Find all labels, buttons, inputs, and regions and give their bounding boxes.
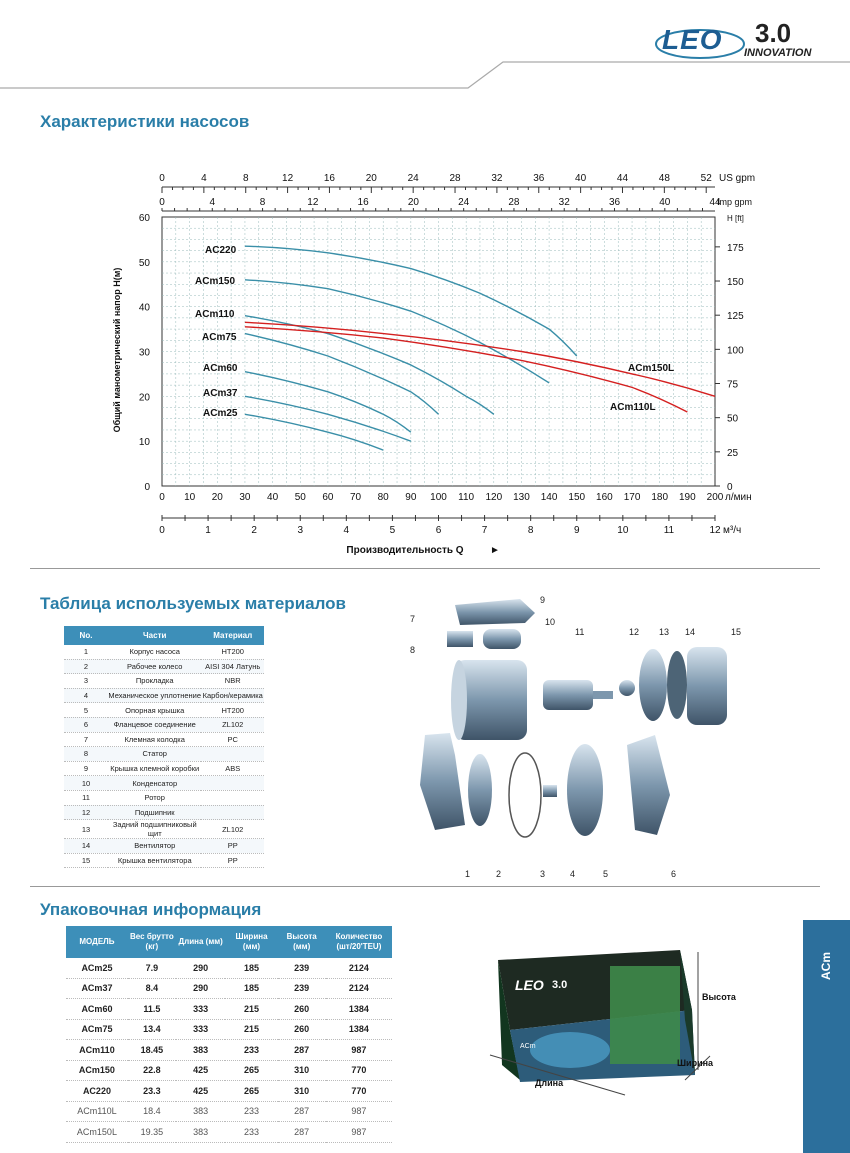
cell-no: 11 [64, 790, 108, 805]
callout-4: 4 [570, 869, 576, 879]
right-tick-label: 0 [727, 482, 733, 493]
table-header-row [64, 626, 264, 645]
table-row [64, 674, 264, 689]
fan-part [667, 651, 687, 719]
cell-weight: 22.8 [128, 1060, 176, 1081]
m3h-tick-label: 5 [389, 525, 396, 536]
left-tick-label: 60 [138, 213, 150, 224]
logo-tagline: INNOVATION [744, 47, 812, 59]
cell-weight: 23.3 [128, 1081, 176, 1102]
cell-length: 290 [176, 958, 226, 978]
usgpm-tick-label: 52 [700, 173, 712, 184]
callout-12: 12 [629, 627, 640, 637]
series-label-ac220: AC220 [205, 245, 237, 256]
gasket-part [509, 753, 541, 837]
right-tick-label: 100 [727, 345, 744, 357]
callout-1: 1 [465, 869, 471, 879]
usgpm-tick-label: 48 [658, 173, 670, 184]
cell-material: ZL102 [201, 820, 264, 839]
table-row [64, 659, 264, 674]
cell-length: 425 [176, 1060, 226, 1081]
cell-quantity: 2124 [326, 958, 392, 978]
cell-height: 260 [278, 999, 326, 1020]
table-row [64, 688, 264, 703]
col-no: No. [64, 626, 108, 645]
impgpm-tick-label: 8 [259, 197, 266, 208]
cell-part: Ротор [108, 790, 201, 805]
box-version: 3.0 [552, 979, 568, 991]
cell-height: 239 [278, 958, 326, 978]
impgpm-tick-label: 24 [458, 197, 470, 208]
cell-part: Прокладка [108, 674, 201, 689]
logo-text: LEO [662, 24, 723, 55]
cell-no: 9 [64, 761, 108, 776]
cell-no: 15 [64, 853, 108, 868]
cell-weight: 13.4 [128, 1019, 176, 1040]
cell-model: ACm60 [66, 999, 128, 1020]
usgpm-tick-label: 44 [616, 173, 629, 184]
table-row [64, 853, 264, 868]
cell-weight: 7.9 [128, 958, 176, 978]
cell-part: Вентилятор [108, 839, 201, 854]
lmin-tick-label: 60 [322, 492, 334, 503]
m3h-tick-label: 12 [709, 525, 721, 536]
cell-width: 233 [225, 1040, 277, 1061]
table-row [66, 1040, 392, 1061]
cell-material: PP [201, 853, 264, 868]
callout-13: 13 [659, 627, 670, 637]
cell-part: Рабочее колесо [108, 659, 201, 674]
cell-part: Фланцевое соединение [108, 717, 201, 732]
m3h-tick-label: 0 [159, 525, 165, 536]
impgpm-tick-label: 4 [209, 197, 216, 208]
cell-no: 5 [64, 703, 108, 718]
cell-quantity: 1384 [326, 999, 392, 1020]
cell-part: Опорная крышка [108, 703, 201, 718]
rotor-part [543, 680, 593, 710]
right-tick-label: 25 [727, 447, 739, 459]
series-label-acm110l: ACm110L [610, 402, 656, 413]
side-tab [803, 920, 850, 1153]
cell-material: NBR [201, 674, 264, 689]
section-divider [30, 568, 820, 569]
usgpm-tick-label: 16 [323, 173, 336, 184]
table-row [64, 717, 264, 732]
pump-performance-chart [0, 160, 850, 560]
table-row [66, 1019, 392, 1040]
cell-model: ACm110L [66, 1101, 128, 1122]
cell-no: 4 [64, 688, 108, 703]
usgpm-tick-label: 24 [407, 173, 419, 184]
cell-material: HT200 [201, 645, 264, 659]
cell-no: 1 [64, 645, 108, 659]
usgpm-tick-label: 32 [491, 173, 503, 184]
cell-material [201, 790, 264, 805]
table-row [64, 805, 264, 820]
callout-8: 8 [410, 645, 416, 655]
callout-7: 7 [410, 614, 416, 624]
materials-table [64, 626, 264, 868]
cell-length: 290 [176, 978, 226, 999]
m3h-tick-label: 1 [205, 525, 211, 536]
cell-length: 383 [176, 1101, 226, 1122]
cell-width: 265 [225, 1060, 277, 1081]
box-length-label: Длина [535, 1078, 564, 1088]
col-material: Материал [201, 626, 264, 645]
cell-part: Задний подшипниковый щит [108, 820, 201, 839]
cell-material: ABS [201, 761, 264, 776]
x-axis-arrow: ► [490, 545, 500, 556]
cell-material [201, 776, 264, 791]
flange-part [627, 735, 670, 835]
table-row [64, 839, 264, 854]
seal-part [543, 785, 557, 797]
cell-material: PC [201, 732, 264, 747]
usgpm-tick-label: 8 [242, 173, 249, 184]
cell-height: 287 [278, 1122, 326, 1143]
lmin-tick-label: 10 [184, 492, 196, 503]
m3h-tick-label: 9 [573, 525, 580, 536]
package-box-illustration [480, 930, 750, 1100]
lmin-tick-label: 90 [405, 492, 417, 503]
m3h-tick-label: 10 [617, 525, 629, 536]
callout-11: 11 [575, 627, 585, 637]
cell-width: 185 [225, 978, 277, 999]
m3h-tick-label: 7 [481, 525, 488, 536]
usgpm-tick-label: 12 [282, 173, 294, 184]
usgpm-tick-label: 20 [365, 173, 377, 184]
usgpm-tick-label: 28 [449, 173, 461, 184]
cell-quantity: 770 [326, 1060, 392, 1081]
cell-weight: 19.35 [128, 1122, 176, 1143]
impgpm-unit-label: Imp gpm [717, 197, 753, 207]
lmin-tick-label: 40 [267, 492, 279, 503]
cell-no: 12 [64, 805, 108, 820]
m3h-unit-label: м³/ч [723, 525, 742, 536]
header-divider [0, 0, 850, 95]
col-model: МОДЕЛЬ [66, 926, 128, 958]
lmin-tick-label: 140 [540, 492, 558, 503]
table-row [66, 1122, 392, 1143]
cell-length: 383 [176, 1122, 226, 1143]
left-tick-label: 20 [138, 392, 150, 404]
terminal-block-part [447, 631, 473, 647]
cell-height: 310 [278, 1060, 326, 1081]
logo-version: 3.0 [755, 18, 792, 48]
box-model: ACm [520, 1043, 536, 1050]
usgpm-tick-label: 4 [201, 173, 207, 184]
cell-part: Корпус насоса [108, 645, 201, 659]
cell-width: 233 [225, 1101, 277, 1122]
table-row [66, 1101, 392, 1122]
cell-height: 287 [278, 1040, 326, 1061]
table-row [64, 776, 264, 791]
cell-weight: 18.45 [128, 1040, 176, 1061]
y-axis-label: Общий манометрический напор H(м) [112, 267, 122, 433]
support-cover-part [567, 744, 603, 836]
lmin-tick-label: 80 [377, 492, 389, 503]
callout-14: 14 [685, 627, 696, 637]
m3h-tick-label: 4 [343, 525, 350, 536]
callout-10: 10 [545, 617, 556, 627]
series-label-acm150l: ACm150L [628, 363, 675, 374]
cell-no: 2 [64, 659, 108, 674]
cell-part: Статор [108, 747, 201, 762]
impgpm-tick-label: 28 [508, 197, 520, 208]
cell-width: 215 [225, 999, 277, 1020]
left-tick-label: 0 [144, 482, 150, 493]
cell-no: 8 [64, 747, 108, 762]
impgpm-tick-label: 20 [407, 197, 419, 208]
right-tick-label: 175 [727, 242, 744, 254]
terminal-cover-part [455, 599, 535, 625]
cell-material [201, 747, 264, 762]
cell-length: 333 [176, 999, 226, 1020]
table-row [66, 999, 392, 1020]
lmin-tick-label: 130 [513, 492, 530, 503]
cell-width: 233 [225, 1122, 277, 1143]
table-row [64, 645, 264, 659]
lmin-tick-label: 70 [349, 492, 362, 503]
callout-2: 2 [496, 869, 502, 879]
impgpm-tick-label: 44 [709, 197, 721, 208]
impgpm-tick-label: 16 [357, 197, 369, 208]
cell-height: 287 [278, 1101, 326, 1122]
lmin-tick-label: 190 [679, 492, 696, 503]
cell-width: 185 [225, 958, 277, 978]
bearing-part [619, 680, 635, 696]
cell-model: ACm37 [66, 978, 128, 999]
cell-part: Клемная колодка [108, 732, 201, 747]
cell-model: ACm75 [66, 1019, 128, 1040]
rear-shield-part [639, 649, 667, 721]
lmin-tick-label: 30 [239, 492, 251, 503]
lmin-tick-label: 110 [458, 492, 475, 503]
col-width: Ширина (мм) [225, 926, 277, 958]
cell-quantity: 987 [326, 1040, 392, 1061]
cell-part: Крышка клемной коробки [108, 761, 201, 776]
cell-part: Конденсатор [108, 776, 201, 791]
callout-3: 3 [540, 869, 546, 879]
pump-exploded-diagram [395, 585, 815, 885]
table-row [66, 1081, 392, 1102]
box-width-label: Ширина [677, 1058, 714, 1068]
cell-width: 265 [225, 1081, 277, 1102]
cell-quantity: 2124 [326, 978, 392, 999]
cell-model: ACm150L [66, 1122, 128, 1143]
table-row [66, 1060, 392, 1081]
cell-quantity: 987 [326, 1101, 392, 1122]
col-weight: Вес брутто (кг) [128, 926, 176, 958]
col-quantity: Количество (шт/20'TEU) [326, 926, 392, 958]
table-row [64, 747, 264, 762]
cell-part: Крышка вентилятора [108, 853, 201, 868]
cell-height: 239 [278, 978, 326, 999]
cell-length: 333 [176, 1019, 226, 1040]
lmin-tick-label: 150 [568, 492, 586, 503]
m3h-tick-label: 3 [297, 525, 304, 536]
table-row [64, 732, 264, 747]
usgpm-tick-label: 40 [575, 173, 587, 184]
m3h-tick-label: 6 [435, 525, 442, 536]
col-height: Высота (мм) [278, 926, 326, 958]
cell-model: ACm150 [66, 1060, 128, 1081]
table-row [66, 978, 392, 999]
lmin-tick-label: 0 [159, 492, 165, 503]
section-divider [30, 886, 820, 887]
right-tick-label: 150 [727, 277, 744, 289]
usgpm-unit-label: US gpm [719, 173, 756, 184]
cell-material: Карбон/керамика [201, 688, 264, 703]
lmin-tick-label: 100 [430, 492, 447, 503]
cell-no: 3 [64, 674, 108, 689]
series-label-acm37: ACm37 [203, 388, 238, 399]
callout-5: 5 [603, 869, 609, 879]
lmin-tick-label: 170 [623, 492, 641, 503]
cell-quantity: 770 [326, 1081, 392, 1102]
usgpm-tick-label: 36 [533, 173, 545, 184]
lmin-tick-label: 200 [706, 492, 724, 503]
left-tick-label: 10 [138, 437, 150, 449]
callout-6: 6 [671, 869, 677, 879]
series-label-acm25: ACm25 [203, 408, 238, 419]
m3h-tick-label: 8 [527, 525, 534, 536]
lmin-tick-label: 20 [211, 492, 223, 503]
table-row [64, 790, 264, 805]
right-axis-unit: H [ft] [727, 214, 744, 223]
cell-length: 425 [176, 1081, 226, 1102]
x-axis-label: Производительность Q [346, 545, 464, 556]
cell-no: 6 [64, 717, 108, 732]
m3h-tick-label: 11 [663, 525, 675, 536]
cell-no: 13 [64, 820, 108, 839]
box-height-label: Высота [702, 992, 736, 1002]
cell-height: 260 [278, 1019, 326, 1040]
left-tick-label: 30 [138, 347, 150, 359]
cell-model: ACm110 [66, 1040, 128, 1061]
impeller-part [468, 754, 492, 826]
right-tick-label: 125 [727, 311, 744, 323]
impgpm-tick-label: 36 [608, 197, 621, 208]
lmin-tick-label: 120 [485, 492, 503, 503]
packaging-table [66, 926, 392, 1143]
fan-cover-part [687, 647, 727, 725]
series-label-acm110: ACm110 [195, 309, 235, 320]
cell-no: 10 [64, 776, 108, 791]
capacitor-part [483, 629, 521, 649]
cell-weight: 18.4 [128, 1101, 176, 1122]
cell-part: Механическое уплотнение [108, 688, 201, 703]
lmin-tick-label: 180 [651, 492, 669, 503]
series-label-acm150: ACm150 [195, 276, 236, 287]
cell-material: AISI 304 Латунь [201, 659, 264, 674]
cell-material [201, 805, 264, 820]
cell-quantity: 1384 [326, 1019, 392, 1040]
impgpm-tick-label: 0 [159, 197, 165, 208]
usgpm-tick-label: 0 [159, 173, 165, 184]
cell-weight: 8.4 [128, 978, 176, 999]
series-label-acm60: ACm60 [203, 363, 238, 374]
cell-model: ACm25 [66, 958, 128, 978]
cell-model: AC220 [66, 1081, 128, 1102]
left-tick-label: 40 [138, 302, 150, 314]
cell-material: ZL102 [201, 717, 264, 732]
series-label-acm75: ACm75 [202, 332, 237, 343]
col-length: Длина (мм) [176, 926, 226, 958]
cell-weight: 11.5 [128, 999, 176, 1020]
table-row [66, 958, 392, 978]
lmin-tick-label: 50 [294, 492, 306, 503]
side-tab-label: ACm [819, 951, 833, 980]
cell-no: 7 [64, 732, 108, 747]
col-part: Части [108, 626, 201, 645]
cell-material: HT200 [201, 703, 264, 718]
callout-9: 9 [540, 595, 546, 605]
table-row [64, 703, 264, 718]
cell-quantity: 987 [326, 1122, 392, 1143]
lmin-unit-label: л/мин [725, 492, 752, 503]
cell-height: 310 [278, 1081, 326, 1102]
cell-part: Подшипник [108, 805, 201, 820]
right-tick-label: 50 [727, 413, 739, 425]
right-tick-label: 75 [727, 379, 739, 391]
box-logo: LEO [515, 977, 544, 993]
section-title-packaging: Упаковочная информация [40, 900, 262, 919]
cell-no: 14 [64, 839, 108, 854]
impgpm-tick-label: 12 [307, 197, 319, 208]
section-title-materials: Таблица используемых материалов [40, 594, 347, 613]
callout-15: 15 [731, 627, 742, 637]
pump-body-part [420, 733, 465, 830]
cell-length: 383 [176, 1040, 226, 1061]
lmin-tick-label: 160 [596, 492, 613, 503]
cell-material: PP [201, 839, 264, 854]
impgpm-tick-label: 32 [558, 197, 570, 208]
table-header-row [66, 926, 392, 958]
table-row [64, 761, 264, 776]
section-title-characteristics: Характеристики насосов [40, 112, 250, 131]
m3h-tick-label: 2 [251, 525, 257, 536]
impgpm-tick-label: 40 [659, 197, 671, 208]
left-tick-label: 50 [138, 257, 150, 269]
table-row [64, 820, 264, 839]
cell-width: 215 [225, 1019, 277, 1040]
